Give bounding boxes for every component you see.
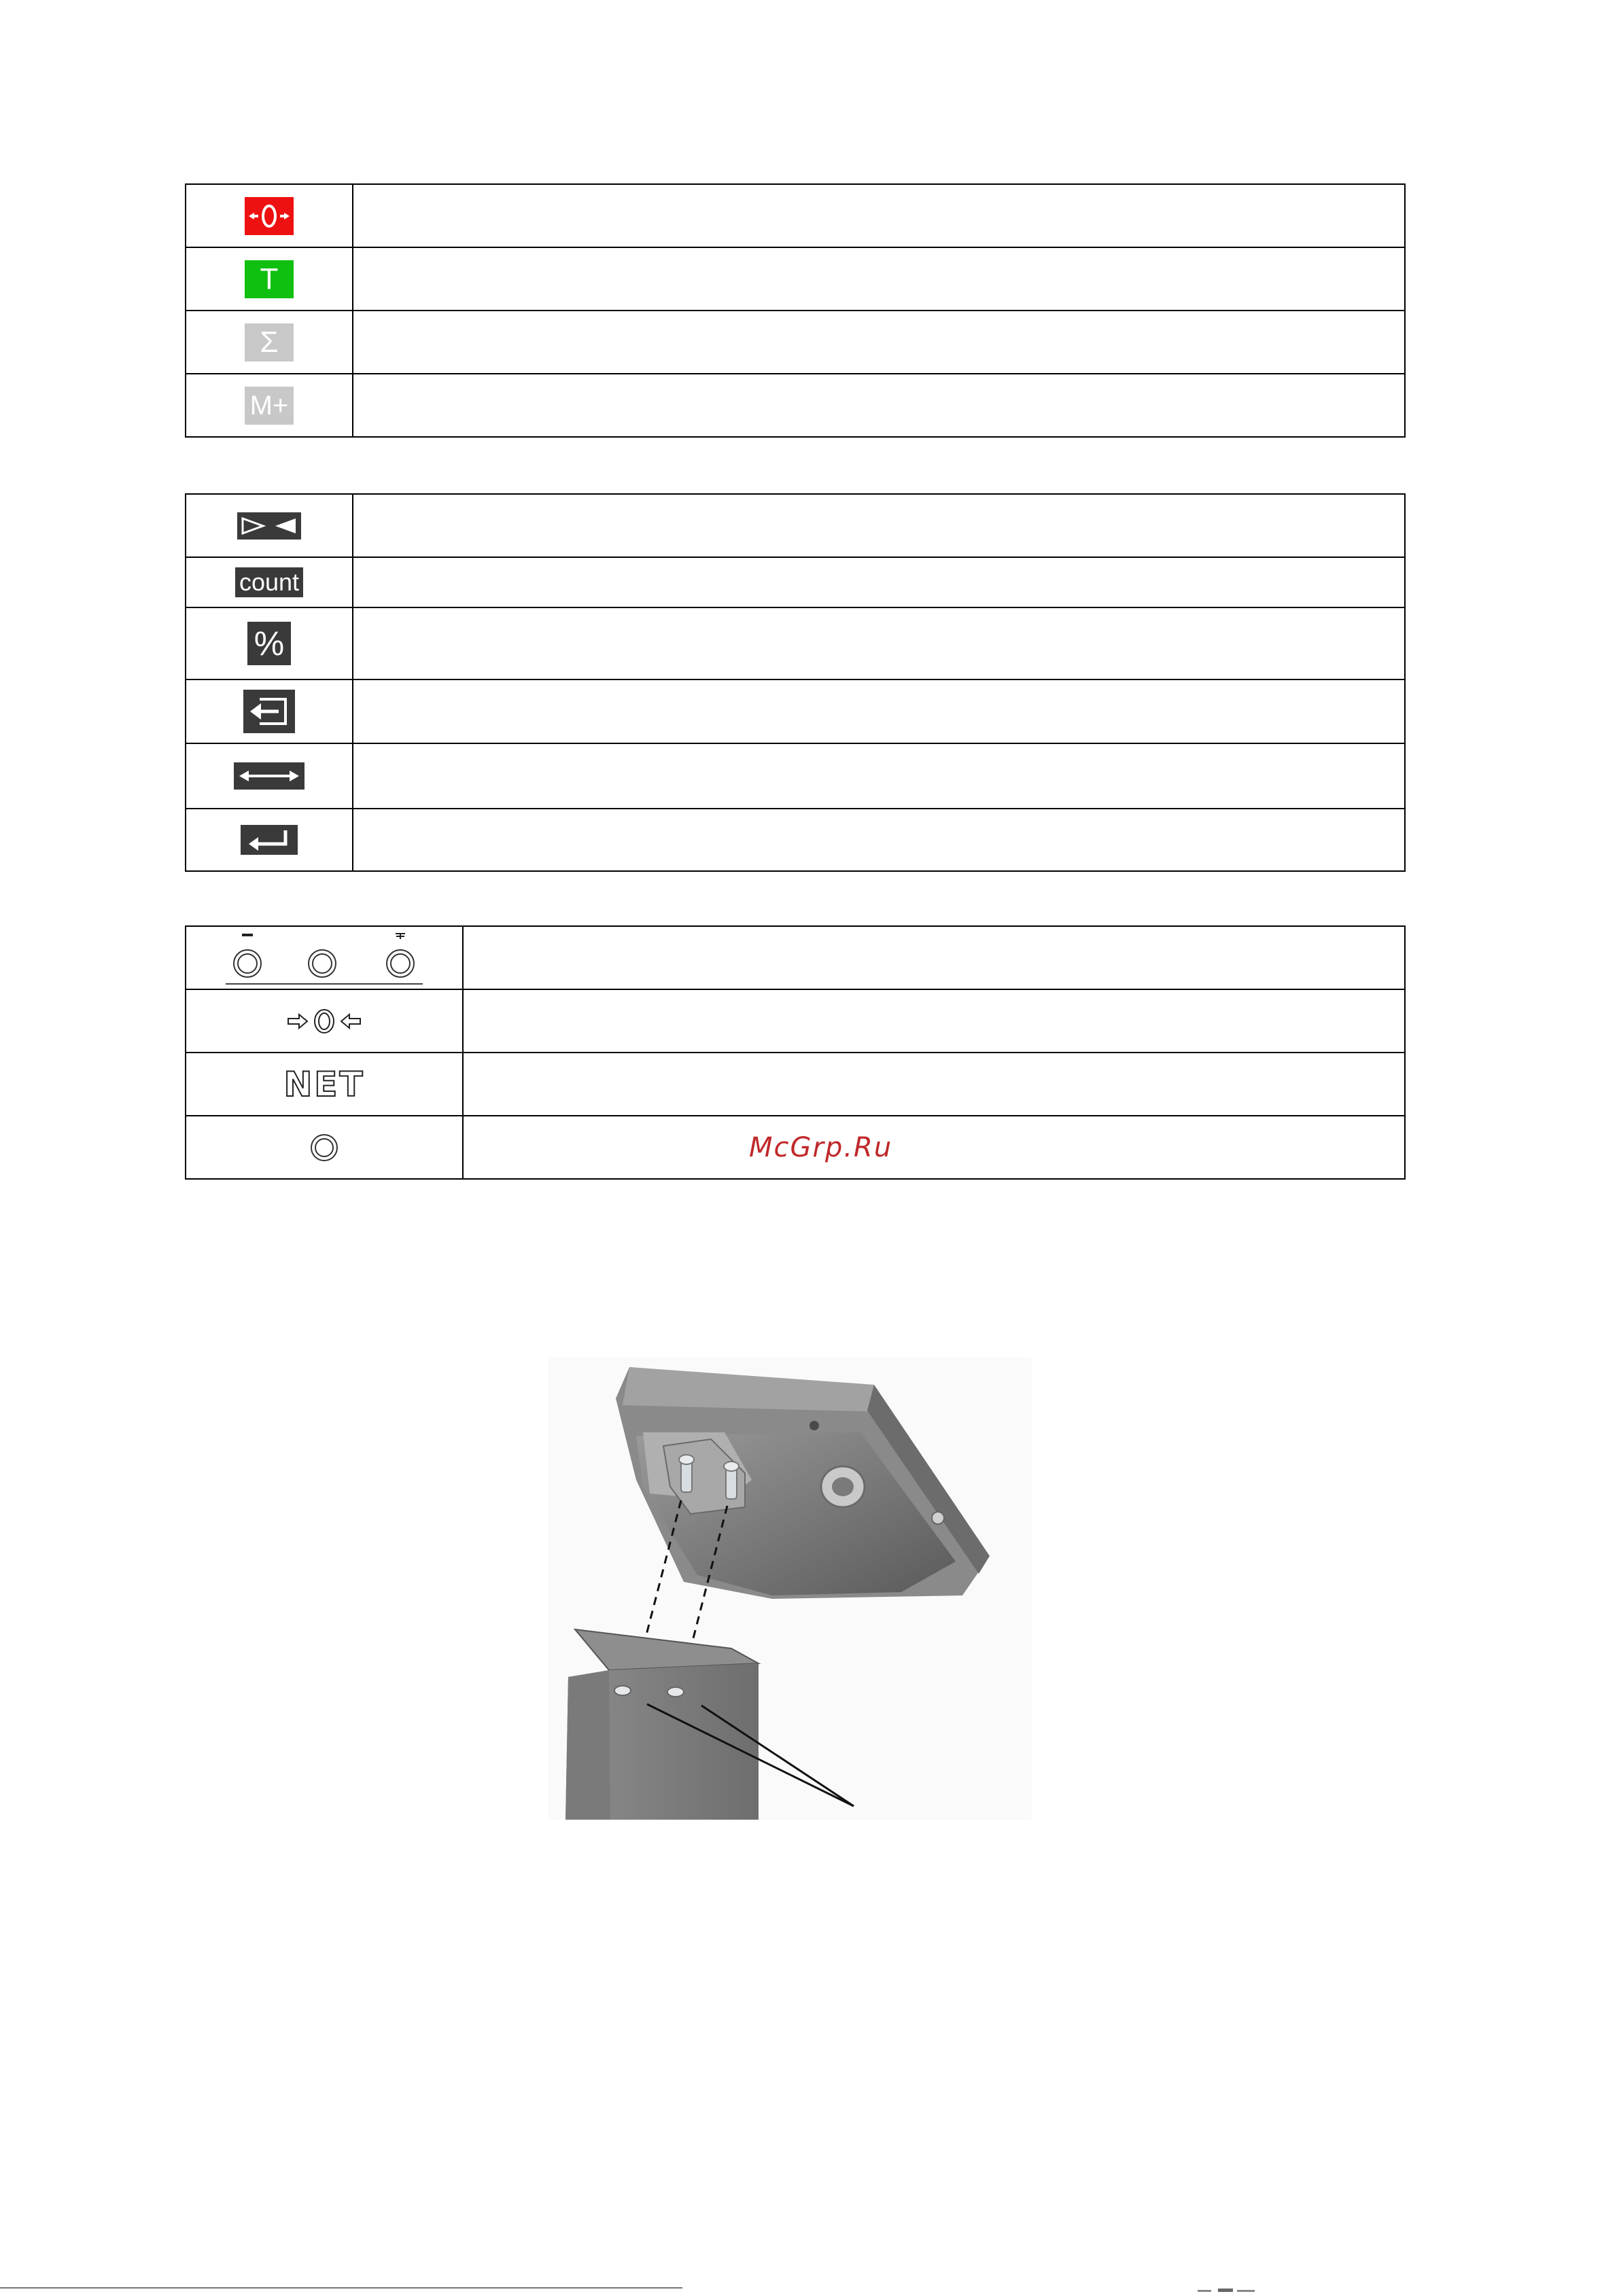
table-row: [186, 374, 1405, 437]
table-row: [186, 1116, 1405, 1179]
table-row: [186, 184, 1405, 247]
sum-key-icon: Σ: [245, 323, 294, 361]
table-row: [186, 311, 1405, 374]
terminal-bracket-mounting-diagram: [548, 1358, 1032, 1823]
check-weighing-icon: [237, 520, 301, 531]
tare-key-icon: T: [245, 260, 294, 298]
key-description: [353, 557, 1405, 607]
key-table-middle: [185, 493, 1406, 872]
indicator-description: [463, 1053, 1405, 1116]
table-row: [186, 743, 1405, 809]
table-row: [186, 494, 1405, 557]
footer-rule: [0, 2287, 682, 2289]
key-description: [353, 494, 1405, 557]
table-row: [186, 809, 1405, 871]
table-row: [186, 1053, 1405, 1116]
percent-key-icon: %: [247, 622, 291, 665]
key-description: [353, 679, 1405, 743]
key-description: [353, 311, 1405, 374]
watermark: McGrp.Ru: [749, 1131, 893, 1163]
table-row: [186, 679, 1405, 743]
table-row: [186, 557, 1405, 607]
count-key-icon: count: [235, 567, 303, 597]
left-right-arrow-icon: [234, 770, 304, 781]
table-row: [186, 247, 1405, 311]
indicator-table: [185, 925, 1406, 1180]
zero-indicator-icon: [287, 1015, 362, 1027]
key-description: [353, 809, 1405, 871]
indicator-description: [463, 989, 1405, 1053]
table-row: [186, 926, 1405, 989]
indicator-description: [463, 926, 1405, 989]
key-description: [353, 374, 1405, 437]
stable-indicator-icon: [309, 1142, 339, 1153]
three-indicator-lamps-icon: [226, 952, 423, 964]
key-description: [353, 607, 1405, 679]
key-description: [353, 184, 1405, 247]
key-description: [353, 247, 1405, 311]
enter-left-arrow-icon: [243, 705, 295, 717]
footer-mark: [1198, 2284, 1259, 2288]
table-row: [186, 989, 1405, 1053]
key-table-top: [185, 183, 1406, 438]
table-row: [186, 607, 1405, 679]
zero-key-icon: [245, 197, 294, 235]
net-indicator-icon: NET: [283, 1064, 365, 1104]
memory-plus-key-icon: M+: [245, 387, 294, 425]
return-arrow-icon: [241, 834, 298, 845]
key-description: [353, 743, 1405, 809]
